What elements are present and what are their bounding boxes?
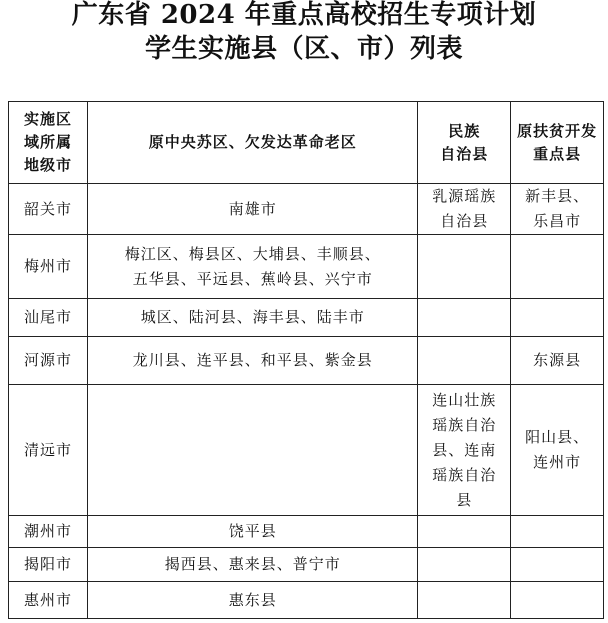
county-list-table bbox=[8, 101, 604, 619]
table-row bbox=[9, 184, 604, 235]
cell-city: 揭阳市 bbox=[9, 548, 88, 582]
document-title-line-1: 广东省 2024 年重点高校招生专项计划 bbox=[71, 0, 537, 30]
table-row bbox=[9, 548, 604, 582]
cell-old-revolutionary: 城区、陆河县、海丰县、陆丰市 bbox=[88, 299, 418, 337]
table-header-row bbox=[9, 102, 604, 184]
cell-ethnic bbox=[418, 337, 511, 385]
cell-old-revolutionary: 惠东县 bbox=[88, 582, 418, 619]
cell-ethnic bbox=[418, 516, 511, 548]
cell-old-revolutionary bbox=[88, 385, 418, 516]
cell-city: 梅州市 bbox=[9, 235, 88, 299]
table-row bbox=[9, 337, 604, 385]
table-row bbox=[9, 235, 604, 299]
cell-poverty bbox=[511, 582, 604, 619]
cell-ethnic: 乳源瑶族 自治县 bbox=[418, 184, 511, 235]
cell-ethnic bbox=[418, 548, 511, 582]
cell-old-revolutionary: 揭西县、惠来县、普宁市 bbox=[88, 548, 418, 582]
cell-ethnic bbox=[418, 235, 511, 299]
header-ethnic-autonomous: 民族 自治县 bbox=[418, 102, 511, 184]
cell-city: 清远市 bbox=[9, 385, 88, 516]
cell-city: 惠州市 bbox=[9, 582, 88, 619]
cell-old-revolutionary: 南雄市 bbox=[88, 184, 418, 235]
table-row bbox=[9, 582, 604, 619]
table-row bbox=[9, 516, 604, 548]
cell-poverty bbox=[511, 516, 604, 548]
table-row bbox=[9, 299, 604, 337]
cell-city: 韶关市 bbox=[9, 184, 88, 235]
cell-old-revolutionary: 饶平县 bbox=[88, 516, 418, 548]
table-row bbox=[9, 385, 604, 516]
cell-poverty bbox=[511, 548, 604, 582]
cell-old-revolutionary: 龙川县、连平县、和平县、紫金县 bbox=[88, 337, 418, 385]
cell-old-revolutionary: 梅江区、梅县区、大埔县、丰顺县、 五华县、平远县、蕉岭县、兴宁市 bbox=[88, 235, 418, 299]
cell-ethnic bbox=[418, 582, 511, 619]
cell-city: 潮州市 bbox=[9, 516, 88, 548]
header-poverty-county: 原扶贫开发 重点县 bbox=[511, 102, 604, 184]
cell-poverty: 新丰县、 乐昌市 bbox=[511, 184, 604, 235]
cell-poverty bbox=[511, 235, 604, 299]
header-city: 实施区 域所属 地级市 bbox=[9, 102, 88, 184]
cell-poverty bbox=[511, 299, 604, 337]
cell-poverty: 阳山县、 连州市 bbox=[511, 385, 604, 516]
document-title-line-2: 学生实施县（区、市）列表 bbox=[144, 34, 463, 64]
cell-poverty: 东源县 bbox=[511, 337, 604, 385]
cell-ethnic: 连山壮族 瑶族自治 县、连南 瑶族自治 县 bbox=[418, 385, 511, 516]
cell-city: 汕尾市 bbox=[9, 299, 88, 337]
cell-city: 河源市 bbox=[9, 337, 88, 385]
cell-ethnic bbox=[418, 299, 511, 337]
header-old-revolutionary: 原中央苏区、欠发达革命老区 bbox=[88, 102, 418, 184]
